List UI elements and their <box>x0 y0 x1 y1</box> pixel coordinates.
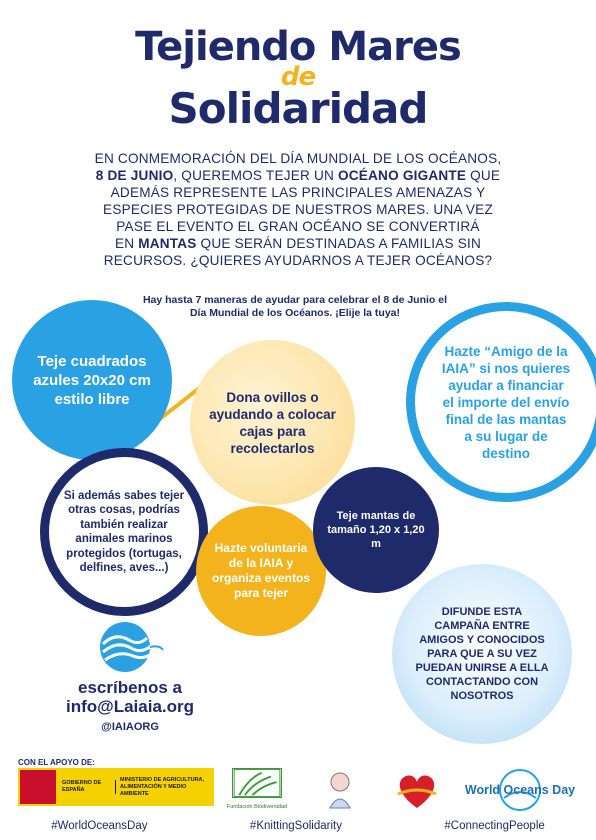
ministerio-label: MINISTERIO DE AGRICULTURA, ALIMENTACIÓN Y MEDIO AMBIENTE <box>120 776 205 797</box>
title-line-3: Solidaridad <box>168 84 428 133</box>
wod-label: World Oceans Day <box>464 783 576 797</box>
circle-spread-campaign: DIFUNDE ESTA CAMPAÑA ENTRE AMIGOS Y CONOCIDOS PARA QUE A SU VEZ PUEDAN UNIRSE A ELLA CONTACTANDO CON NOSOTROS <box>392 564 572 744</box>
intro-text <box>40 150 556 269</box>
intro-line: ESPECIES PROTEGIDAS DE NUESTROS MARES. UNA VEZ <box>103 202 493 217</box>
ways-to-help-text: Hay hasta 7 maneras de ayudar para celebrar el 8 de Junio el Día Mundial de los Océanos. ¡Elije la tuya! <box>142 294 448 319</box>
intro-line: PASE EL EVENTO EL GRAN OCÉANO SE CONVERTIRÁ <box>116 219 480 234</box>
contact-email-link[interactable]: info@Laiaia.org <box>65 697 195 716</box>
wave-logo-icon <box>95 620 165 674</box>
support-label: CON EL APOYO DE: <box>18 758 95 767</box>
circle-marine-animals: Si además sabes tejer otras cosas, podrías también realizar animales marinos protegidos (tortugas, delfines, aves...) <box>40 448 208 616</box>
intro-line: EN CONMEMORACIÓN DEL DÍA MUNDIAL DE LOS OCÉANOS, <box>94 151 502 166</box>
intro-line: ADEMÁS REPRESENTE LAS PRINCIPALES AMENAZAS Y <box>110 185 486 200</box>
gobierno-label: GOBIERNO DE ESPAÑA <box>58 780 116 794</box>
sponsor-logos <box>14 768 584 816</box>
hashtag-knitting-solidarity[interactable]: #KnittingSolidarity <box>249 820 342 832</box>
hashtag-world-oceans-day[interactable]: #WorldOceansDay <box>51 820 148 832</box>
title-line-2: de <box>280 62 316 92</box>
intro-line: EN MANTAS QUE SERÁN DESTINADAS A FAMILIAS SIN <box>114 236 482 251</box>
contact-handle-link[interactable]: @IAIAORG <box>101 721 159 733</box>
hashtag-connecting-people[interactable]: #ConnectingPeople <box>444 820 545 832</box>
spain-shield-icon <box>18 768 58 806</box>
grass-icon <box>232 768 282 798</box>
fundacion-label: Fundación Biodiversidad <box>226 804 288 810</box>
iaia-logo-icon <box>320 768 360 812</box>
circle-volunteer: Hazte voluntaria de la IAIA y organiza eventos para tejer <box>196 506 326 636</box>
intro-line: 8 DE JUNIO, QUEREMOS TEJER UN OCÉANO GIGANTE QUE <box>95 168 501 183</box>
gobierno-logo <box>18 768 214 806</box>
fundacion-biodiversidad-logo <box>226 768 288 812</box>
circle-donate-yarn: Dona ovillos o ayudando a colocar cajas para recolectarlos <box>190 340 355 505</box>
contact-block <box>40 620 220 735</box>
heart-logo-icon <box>392 768 442 812</box>
hashtags-bar <box>0 820 596 840</box>
circle-knit-blankets: Teje mantas de tamaño 1,20 x 1,20 m <box>313 467 439 593</box>
world-oceans-day-logo <box>460 768 580 812</box>
circle-knit-squares: Teje cuadrados azules 20x20 cm estilo libre <box>12 300 172 460</box>
contact-label: escríbenos a <box>78 678 182 697</box>
intro-line: RECURSOS. ¿QUIERES AYUDARNOS A TEJER OCÉANOS? <box>103 253 493 268</box>
title-line-1: Tejiendo Mares <box>135 24 461 70</box>
circle-friend-iaia: Hazte “Amigo de la IAIA” si nos quieres ayudar a financiar el importe del envío final de las mantas a su lugar de destino <box>406 302 596 502</box>
